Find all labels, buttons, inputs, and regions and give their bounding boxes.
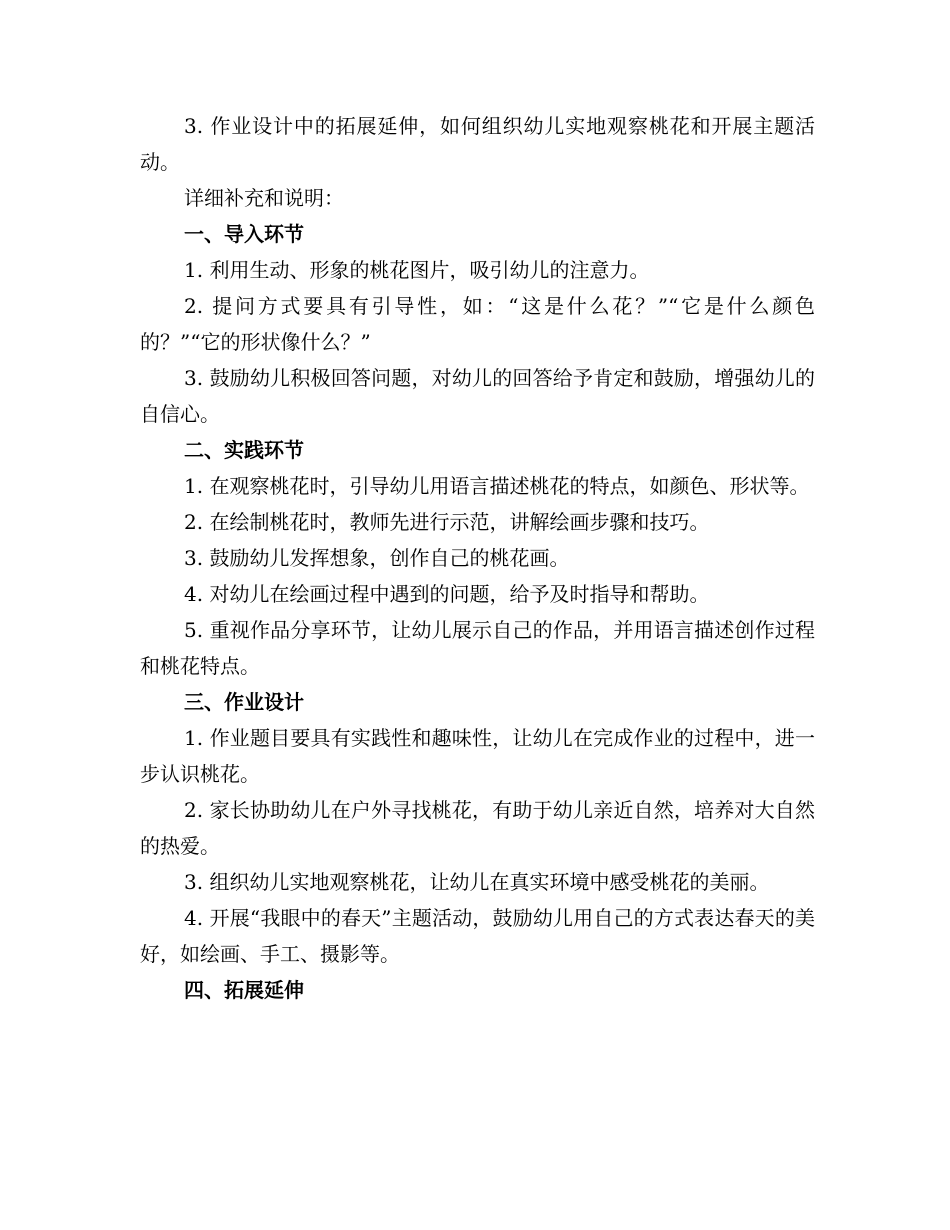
paragraph-practice-4: 4. 对幼儿在绘画过程中遇到的问题，给予及时指导和帮助。: [184, 582, 710, 606]
paragraph-intro-2: 2. 提问方式要具有引导性，如：“这是什么花？”“它是什么颜色的？”“它的形状像什么？”: [140, 294, 815, 354]
paragraph-intro-1: 1. 利用生动、形象的桃花图片，吸引幼儿的注意力。: [184, 258, 650, 282]
paragraph-practice-5: 5. 重视作品分享环节，让幼儿展示自己的作品，并用语言描述创作过程和桃花特点。: [140, 618, 815, 678]
paragraph-supplement-intro: 详细补充和说明：: [184, 186, 344, 210]
paragraph-practice-2: 2. 在绘制桃花时，教师先进行示范，讲解绘画步骤和技巧。: [184, 510, 710, 534]
paragraph-homework-4: 4. 开展“我眼中的春天”主题活动，鼓励幼儿用自己的方式表达春天的美好，如绘画、手工、摄影等。: [140, 906, 815, 966]
paragraph-extension-question: 3. 作业设计中的拓展延伸，如何组织幼儿实地观察桃花和开展主题活动。: [140, 114, 815, 174]
paragraph-intro-3: 3. 鼓励幼儿积极回答问题，对幼儿的回答给予肯定和鼓励，增强幼儿的自信心。: [140, 366, 815, 426]
heading-extension-section: 四、拓展延伸: [184, 978, 304, 1002]
heading-intro-section: 一、导入环节: [184, 222, 304, 246]
paragraph-practice-3: 3. 鼓励幼儿发挥想象，创作自己的桃花画。: [184, 546, 570, 570]
document-page: [140, 108, 815, 1008]
heading-practice-section: 二、实践环节: [184, 438, 304, 462]
paragraph-homework-3: 3. 组织幼儿实地观察桃花，让幼儿在真实环境中感受桃花的美丽。: [184, 870, 770, 894]
paragraph-homework-1: 1. 作业题目要具有实践性和趣味性，让幼儿在完成作业的过程中，进一步认识桃花。: [140, 726, 815, 786]
paragraph-practice-1: 1. 在观察桃花时，引导幼儿用语言描述桃花的特点，如颜色、形状等。: [184, 474, 810, 498]
heading-homework-section: 三、作业设计: [184, 690, 304, 714]
paragraph-homework-2: 2. 家长协助幼儿在户外寻找桃花，有助于幼儿亲近自然，培养对大自然的热爱。: [140, 798, 815, 858]
